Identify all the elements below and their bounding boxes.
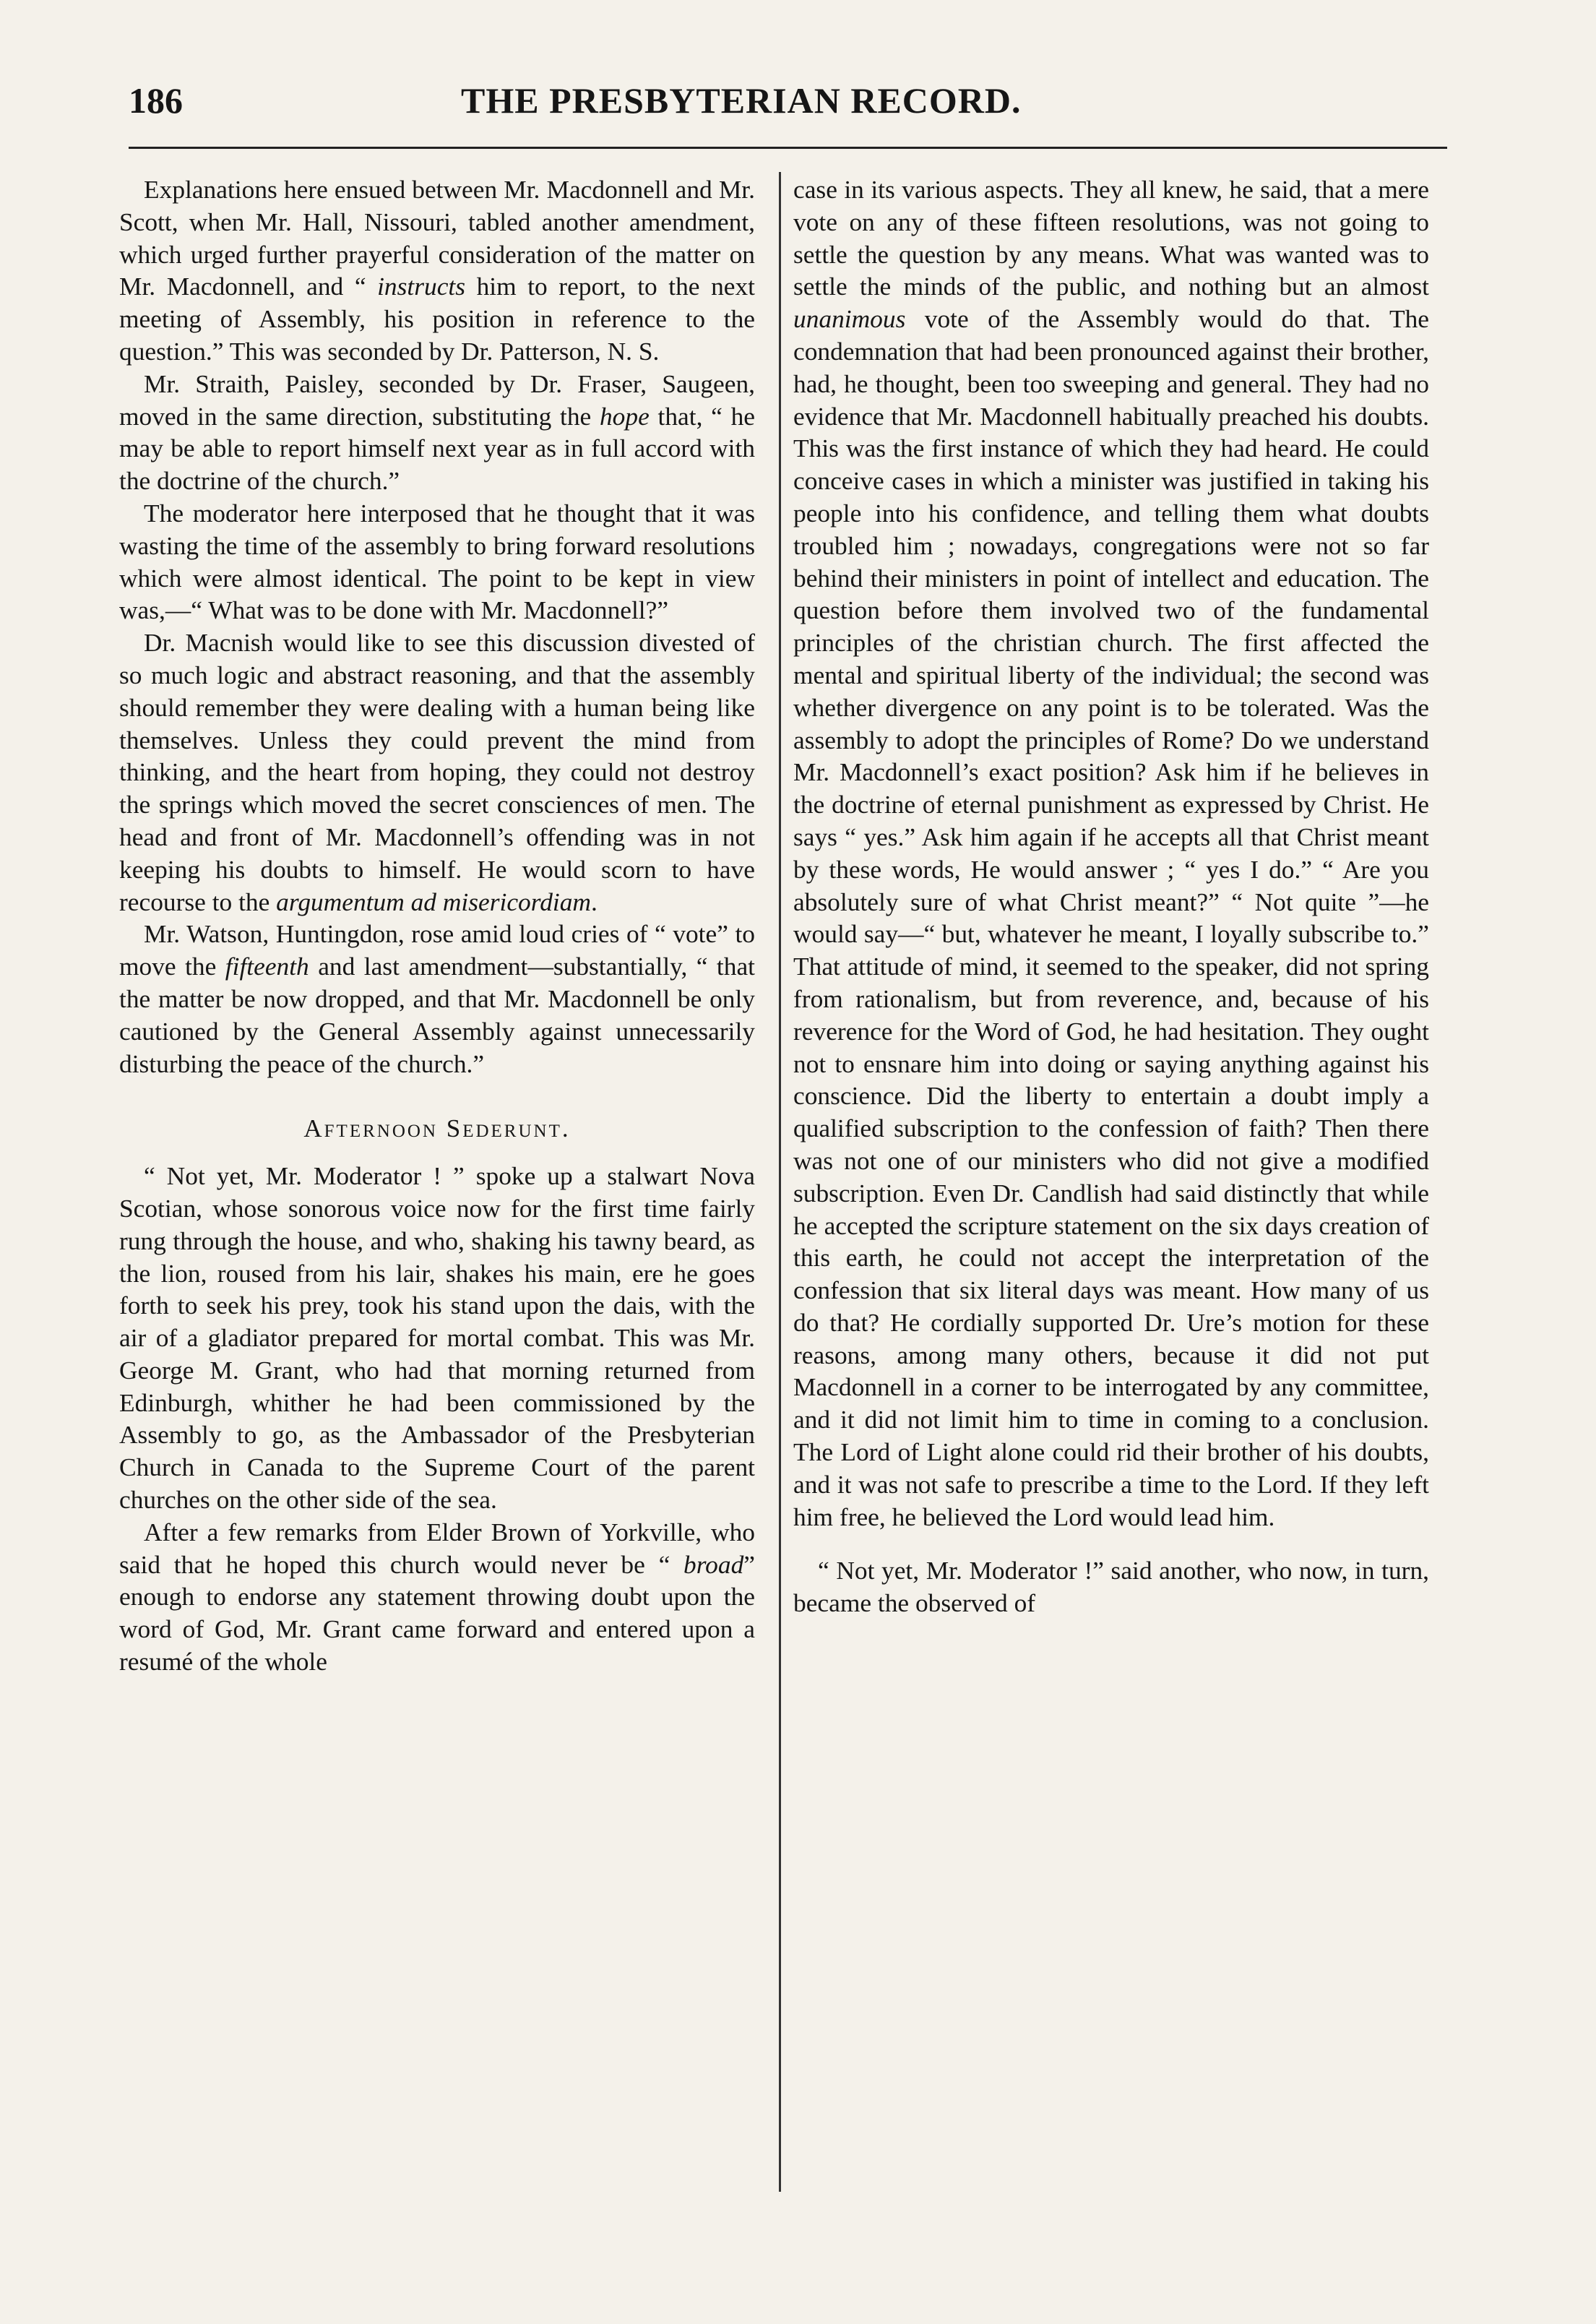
italic-text: fifteenth [225, 952, 309, 981]
italic-text: instructs [377, 272, 466, 301]
text-run: ” enough to endorse any statement throwing doubt upon the word of God, Mr. Grant came forward and entered upon a resumé of the whole [119, 1549, 755, 1677]
paragraph: “ Not yet, Mr. Moderator ! ” spoke up a stalwart Nova Scotian, whose sonorous voice now for the first time fairly rung through the house, and who, shaking his tawny beard, as the lion, roused from his lair, shakes his main, ere he goes forth to seek his prey, took his stand upon the dais, with the air of a gladiator prepared for mortal combat. This was Mr. George M. Grant, who had that morning returned from Edinburgh, whither he had been commissioned by the Assembly to go, as the Ambassador of the Presbyterian Church in Canada to the Supreme Court of the parent churches on the other side of the sea. [119, 1161, 755, 1515]
right-column [793, 173, 1429, 1619]
header-rule [129, 147, 1447, 149]
paragraph [119, 368, 755, 497]
left-column [119, 173, 755, 1678]
page-header [129, 72, 1447, 137]
text-run: After a few remarks from Elder Brown of Yorkville, who said that he hoped this church would never be “ [119, 1517, 755, 1579]
text-run: . [590, 887, 598, 916]
text-run: vote of the Assembly would do that. The condemnation that had been pronounced against their brother, had, he thought, been too sweeping and general. They had no evidence that Mr. Macdonnell habitually preached his doubts. This was the first instance of which they had heard. He could conceive cases in which a minister was justified in taking his people into his confidence, and telling them what doubts troubled him ; nowadays, congregations were not so far behind their ministers in point of intellect and education. The question before them involved two of the fundamental principles of the christian church. The first affected the mental and spiritual liberty of the individual; the second was whether divergence on any point is to be tolerated. Was the assembly to adopt the principles of Rome? Do we understand Mr. Macdonnell’s exact position? Ask him if he believes in the doctrine of eternal punishment as expressed by Christ. He says “ yes.” Ask him again if he accepts all that Christ meant by these words, He would answer ; “ yes I do.” “ Are you absolutely sure of what Christ meant?” “ Not quite ”—he would say—“ but, whatever he meant, I loyally subscribe to.” That attitude of mind, it seemed to the speaker, did not spring from rationalism, but from reverence, and, because of his reverence for the Word of God, he had hesitation. They ought not to ensnare him into doing or saying anything against his conscience. Did the liberty to entertain a doubt imply a qualified subscription to the confession of faith? Then there was not one of our ministers who did not give a modified subscription. Even Dr. Candlish had said distinctly that while he accepted the scripture statement on the six days creation of this earth, he could not accept the interpretation of the confession that six literal days was meant. How many of us do that? He cordially supported Dr. Ure’s motion for these reasons, among many others, because it did not put Macdonnell in a corner to be interrogated by any committee, and it did not limit him to time in coming to a conclusion. The Lord of Light alone could rid their brother of his doubts, and it was not safe to prescribe a time to the Lord. If they left him free, he believed the Lord would lead him. [793, 304, 1429, 1531]
page-number: 186 [129, 80, 183, 121]
text-run: Mr. Straith, Paisley, seconded by Dr. Fraser, Saugeen, moved in the same direction, substituting the [119, 369, 755, 431]
italic-text: argumentum ad misericordiam [276, 887, 591, 916]
text-run: him to report, to the next meeting of Assembly, his position in reference to the question.” This was seconded by Dr. Patterson, N. S. [119, 272, 756, 366]
paragraph [119, 918, 755, 1080]
running-title: THE PRESBYTERIAN RECORD. [461, 80, 1022, 121]
text-run: that, “ he may be able to report himself next year as in full accord with the doctrine of the church.” [119, 401, 756, 496]
italic-text: unanimous [793, 304, 906, 334]
paragraph: The moderator here interposed that he thought that it was wasting the time of the assembly to bring forward resolutions which were almost identical. The point to be kept in view was,—“ What was to be done with Mr. Macdonnell?” [119, 498, 755, 625]
italic-text: hope [599, 401, 650, 431]
text-run: Explanations here ensued between Mr. Macdonnell and Mr. Scott, when Mr. Hall, Nissouri, tabled another amendment, which urged further prayerful consideration of the matter on Mr. Macdonnell, and “ [119, 175, 755, 301]
paragraph: “ Not yet, Mr. Moderator !” said another, who now, in turn, became the observed of [793, 1556, 1429, 1618]
paragraph [119, 173, 755, 368]
text-run: and last amendment—substantially, “ that the matter be now dropped, and that Mr. Macdonnell be only cautioned by the General Assembly against unnecessarily disturbing the peace of the church.” [119, 952, 755, 1078]
italic-text: broad [683, 1549, 744, 1579]
paragraph [119, 627, 755, 918]
section-heading: Afternoon Sederunt. [303, 1114, 571, 1143]
text-run: case in its various aspects. They all knew, he said, that a mere vote on any of these fifteen resolutions, was not going to settle the question by any means. What was wanted was to settle the minds of the public, and nothing but an almost [793, 175, 1429, 301]
text-run: Mr. Watson, Huntingdon, rose amid loud cries of “ vote” to move the [119, 919, 755, 981]
column-divider [779, 172, 781, 2192]
paragraph [119, 1516, 755, 1678]
text-run: Dr. Macnish would like to see this discussion divested of so much logic and abstract reasoning, and that the assembly should remember they were dealing with a human being like themselves. Unless they could prevent the mind from thinking, and the heart from hoping, they could not destroy the springs which moved the secret consciences of men. The head and front of Mr. Macdonnell’s offending was in not keeping his doubts to himself. He would scorn to have recourse to the [119, 628, 755, 916]
paragraph [793, 173, 1429, 1533]
